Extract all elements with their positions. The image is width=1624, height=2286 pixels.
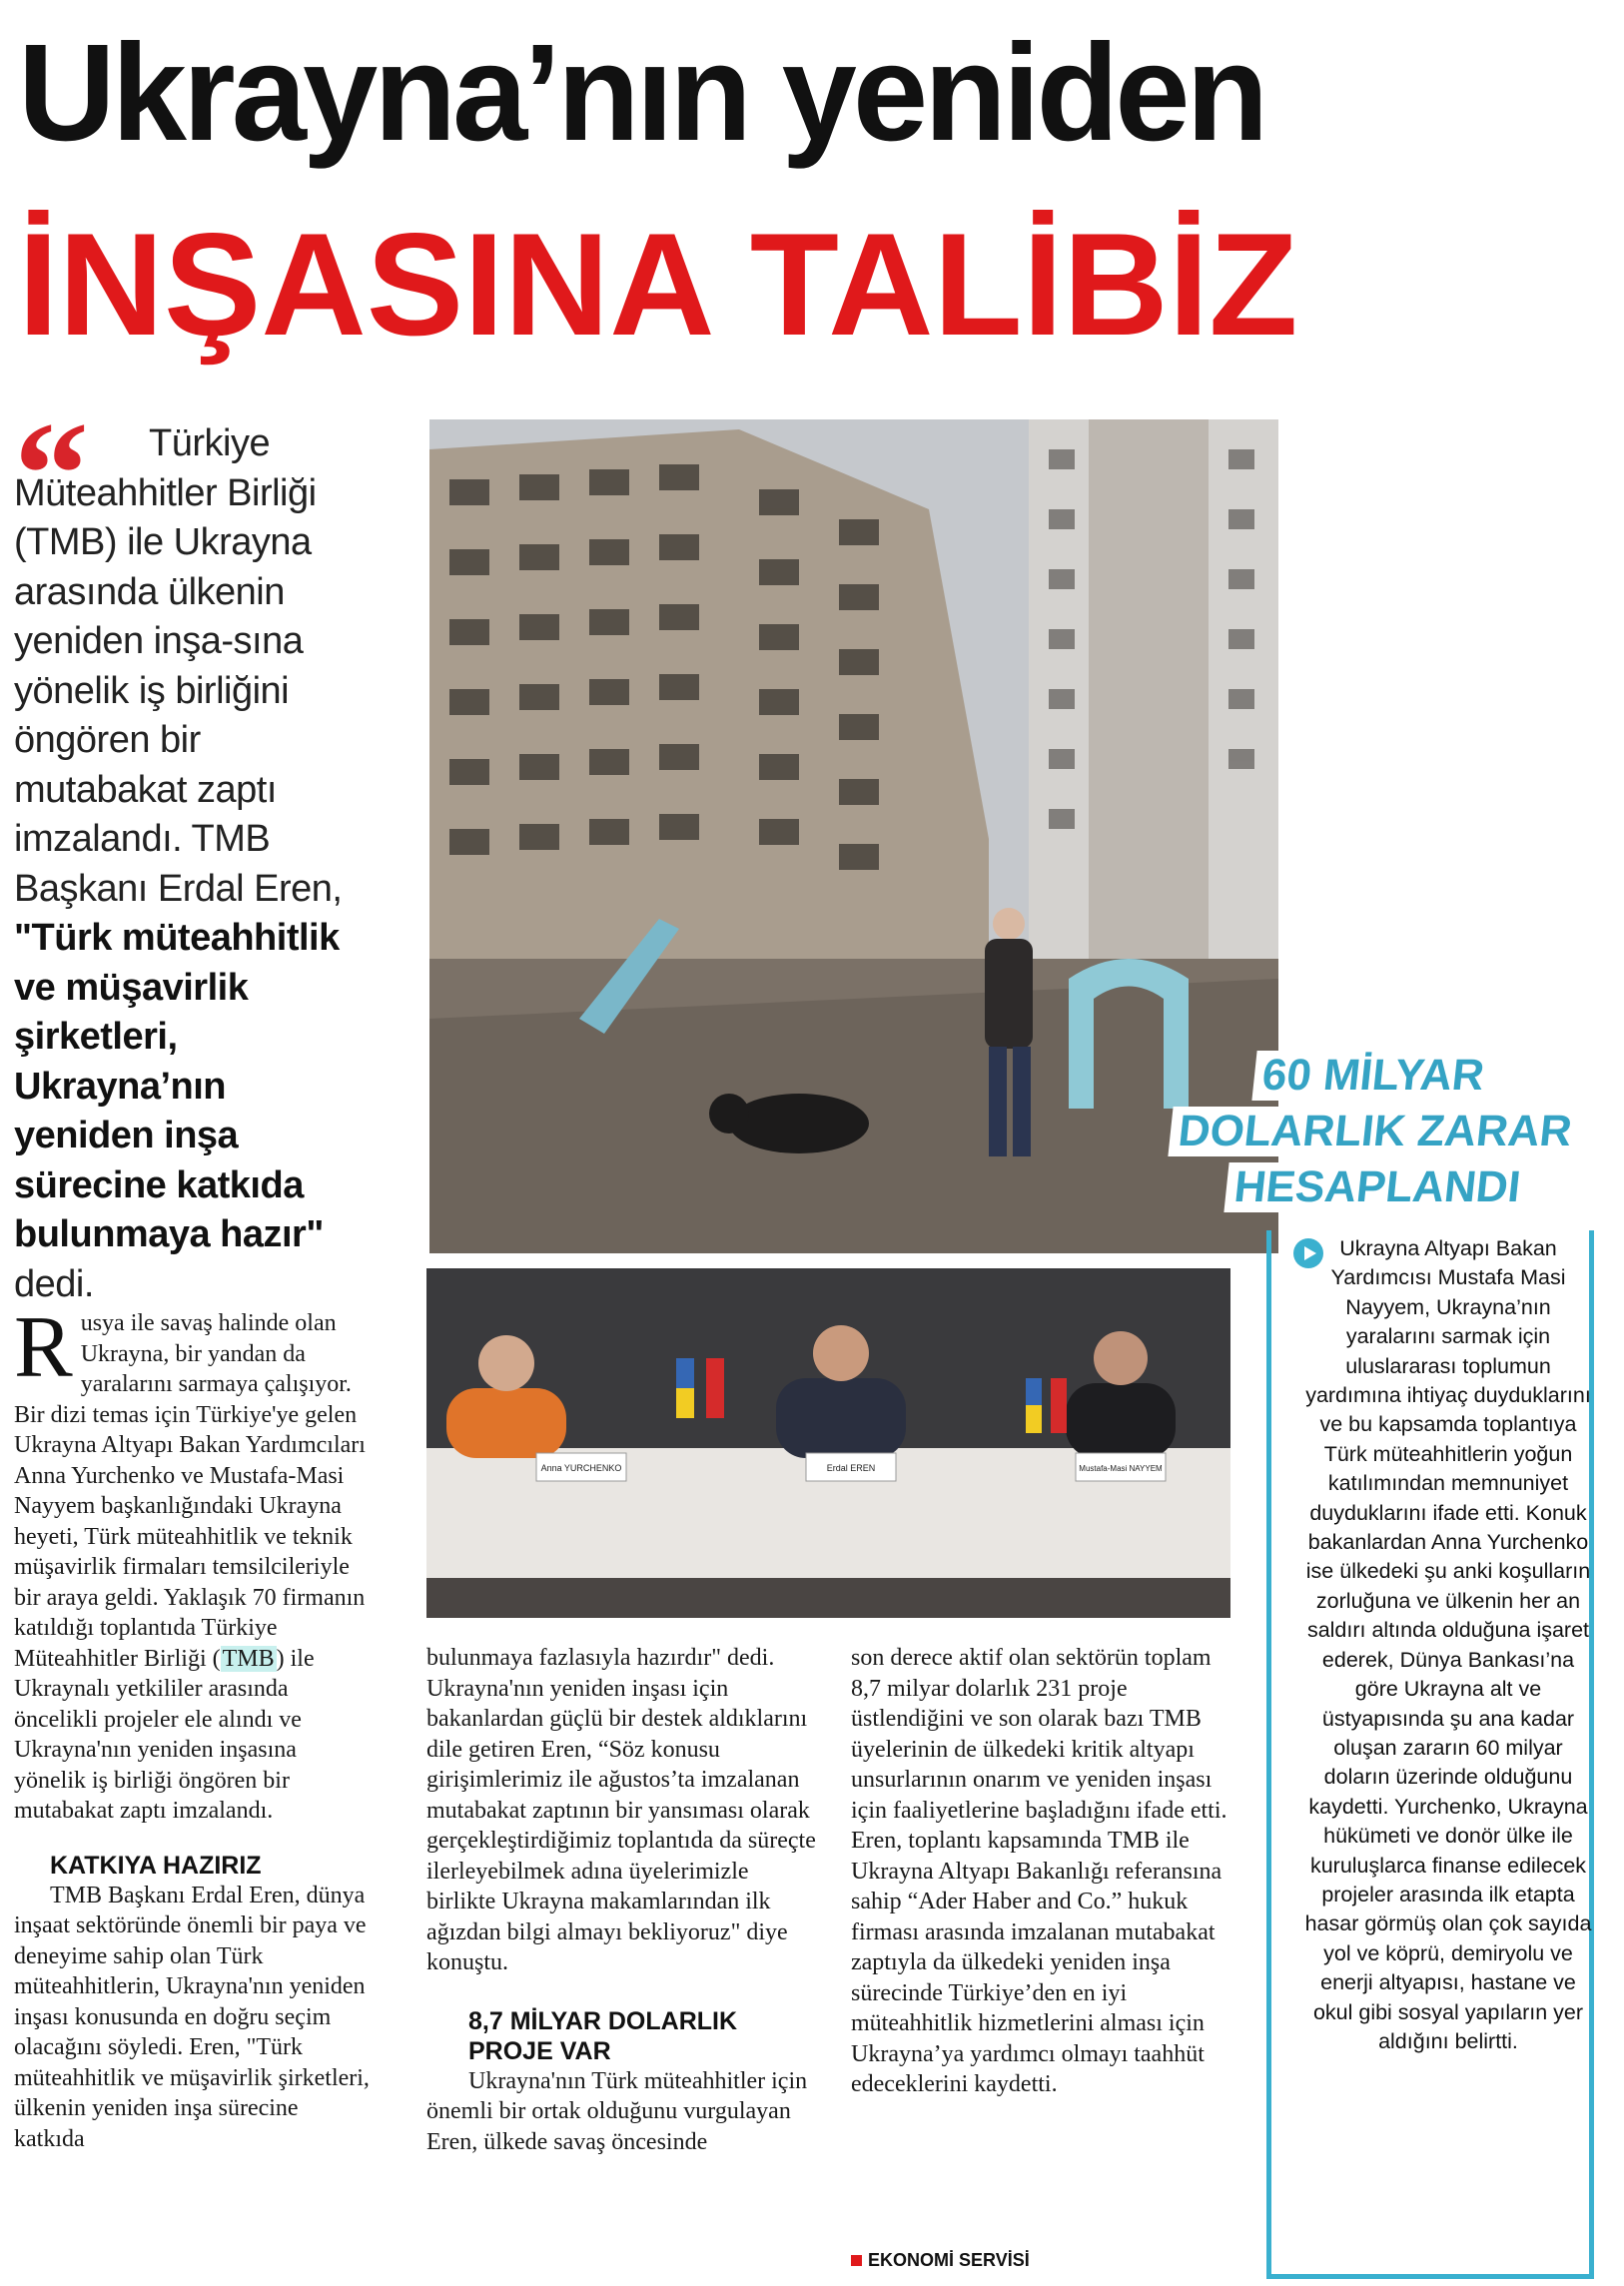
quote-mark-icon: “ — [14, 391, 89, 557]
damaged-building-photo — [429, 419, 1278, 1253]
col1-paragraph-1: usya ile savaş halinde olan Ukrayna, bir yandan da yaralarını sarmaya çalışıyor. Bir dizi temas için Türkiye'ye gelen Ukrayna Altyapı Bakan Yardımcıları Anna Yurchenko ve Mustafa-Masi Nayyem başkanlığındaki Ukrayna heyeti, Türk müteahhitlik ve teknik müşavirlik firmaları temsilcileriyle bir araya geldi. Yaklaşık 70 firmanın katıldığı toplantıda Türkiye Müteahhitler Birliği ( — [14, 1310, 366, 1672]
col2-paragraph-1: bulunmaya fazlasıyla hazırdır" dedi. Ukrayna'nın yeniden inşası için bakanlardan güçlü bir destek aldıklarını dile getiren Eren, “Söz konusu girişimlerimiz ile ağustos’ta imzalanan mutabakat zaptının bir yansıması olarak gerçekleştirdiğimiz toplantıda da süreçte ilerleyebilmek adına üyelerimizle birlikte Ukrayna makamlarından ilk ağızdan bilgi almayı bekliyoruz" diye konuştu. — [426, 1645, 816, 1975]
badge-line-1: 60 MİLYAR — [1251, 1051, 1494, 1101]
subhead-proje-var: 8,7 MİLYAR DOLARLIK PROJE VAR — [468, 2006, 738, 2065]
damaged-building-illustration — [429, 419, 1278, 1253]
badge-line-2: DOLARLIK ZARAR — [1168, 1107, 1582, 1156]
lead-text: Türkiye Müteahhitler Birliği (TMB) ile Ukrayna arasında ülkenin yeniden inşa-sına yönelik iş birliğini öngören bir mutabakat zaptı imzalandı. TMB Başkanı Erdal Eren, — [14, 422, 343, 910]
placard-2: Erdal EREN — [826, 1463, 876, 1473]
sidebar-box — [1266, 1230, 1594, 2279]
col2-paragraph-2: Ukrayna'nın Türk müteahhitler için önemli bir ortak olduğunu vurgulayan Eren, ülkede savaş öncesinde — [426, 2067, 808, 2155]
col1-paragraph-2: TMB Başkanı Erdal Eren, dünya inşaat sektöründe önemli bir paya ve deneyime sahip olan Türk müteahhitlerin, Ukrayna'nın yeniden inşası konusunda en doğru seçim olacağını söyledi. Eren, "Türk müteahhitlik ve müşavirlik şirketleri, ülkenin yeniden inşa sürecine katkıda — [14, 1882, 370, 2152]
meeting-illustration — [426, 1268, 1230, 1618]
col3-paragraph-1: son derece aktif olan sektörün toplam 8,7 milyar dolarlık 231 proje üstlendiğini ve son olarak bazı TMB üyelerinin de ülkedeki kritik altyapı unsurlarının onarım ve yeniden inşası için faaliyetlerine başladığını ifade etti. Eren, toplantı kapsamında TMB ile Ukrayna Altyapı Bakanlığı referansına sahip “Ader Haber and Co.” hukuk firması arasında imzalanan mutabakat zaptıyla da ülkedeki yeniden inşa sürecinde Türkiye’den en iyi müteahhitlik hizmetlerini alması için Ukrayna’ya yardımcı olmayı taahhüt edeceklerini kaydetti. — [851, 1645, 1227, 2097]
sidebar-text: Ukrayna Altyapı Bakan Yardımcısı Mustafa Masi Nayyem, Ukrayna’nın yaralarını sarmak için uluslararası toplumun yardımına ihtiyaç duyduklarını ve bu kapsamda toplantıya Türk müteahhitlerin yoğun katılımından memnuniyet duyduklarını ifade etti. Konuk bakanlardan Anna Yurchenko ise ülkedeki şu anki koşulların zorluğuna ve ülkenin her an saldırı altında olduğuna işaret ederek, Dünya Bankası’na göre Ukrayna alt ve üstyapısında şu ana kadar oluşan zararın 60 milyar doların üzerinde olduğunu kaydetti. Yurchenko, Ukrayna hükümeti ve donör ülke ile kuruluşlarca finanse edilecek projeler arasında ilk etapta hasar görmüş olan çok sayıda yol ve köprü, demiryolu ve enerji altyapısı, hastane ve okul gibi sosyal yapıların yer aldığını belirtti. — [1304, 1236, 1592, 2053]
article-column-1 — [14, 1299, 374, 2154]
headline-line-1: Ukrayna’nın yeniden — [18, 16, 1265, 170]
headline-line-2: İNŞASINA TALİBİZ — [18, 203, 1298, 366]
dropcap: R — [14, 1299, 73, 1396]
meeting-photo — [426, 1268, 1230, 1618]
badge-line-3: HESAPLANDI — [1223, 1162, 1530, 1212]
lead-quote-bold: "Türk müteahhitlik ve müşavirlik şirketleri, Ukrayna’nın yeniden inşa sürecine katkıda bulunmaya hazır" — [14, 917, 340, 1255]
placard-1: Anna YURCHENKO — [540, 1463, 622, 1473]
placard-3: Mustafa-Masi NAYYEM — [1079, 1464, 1163, 1473]
lead-paragraph — [14, 391, 364, 1309]
article-column-2 — [426, 1643, 821, 2157]
article-column-3 — [851, 1643, 1230, 2100]
lead-text-end: dedi. — [14, 1262, 94, 1305]
sidebar-badge — [1167, 1051, 1596, 1220]
subhead-katkiya-haziriz: KATKIYA HAZIRIZ — [50, 1851, 262, 1880]
tmb-highlight: TMB — [222, 1645, 275, 1672]
service-credit: EKONOMİ SERVİSİ — [851, 2250, 1030, 2271]
col1-paragraph-1-end: ) ile Ukraynalı yetkililer arasında öncelikli projeler ele alındı ve Ukrayna'nın yeniden inşasına yönelik iş birliği öngören bir mutabakat zaptı imzalandı. — [14, 1645, 315, 1824]
